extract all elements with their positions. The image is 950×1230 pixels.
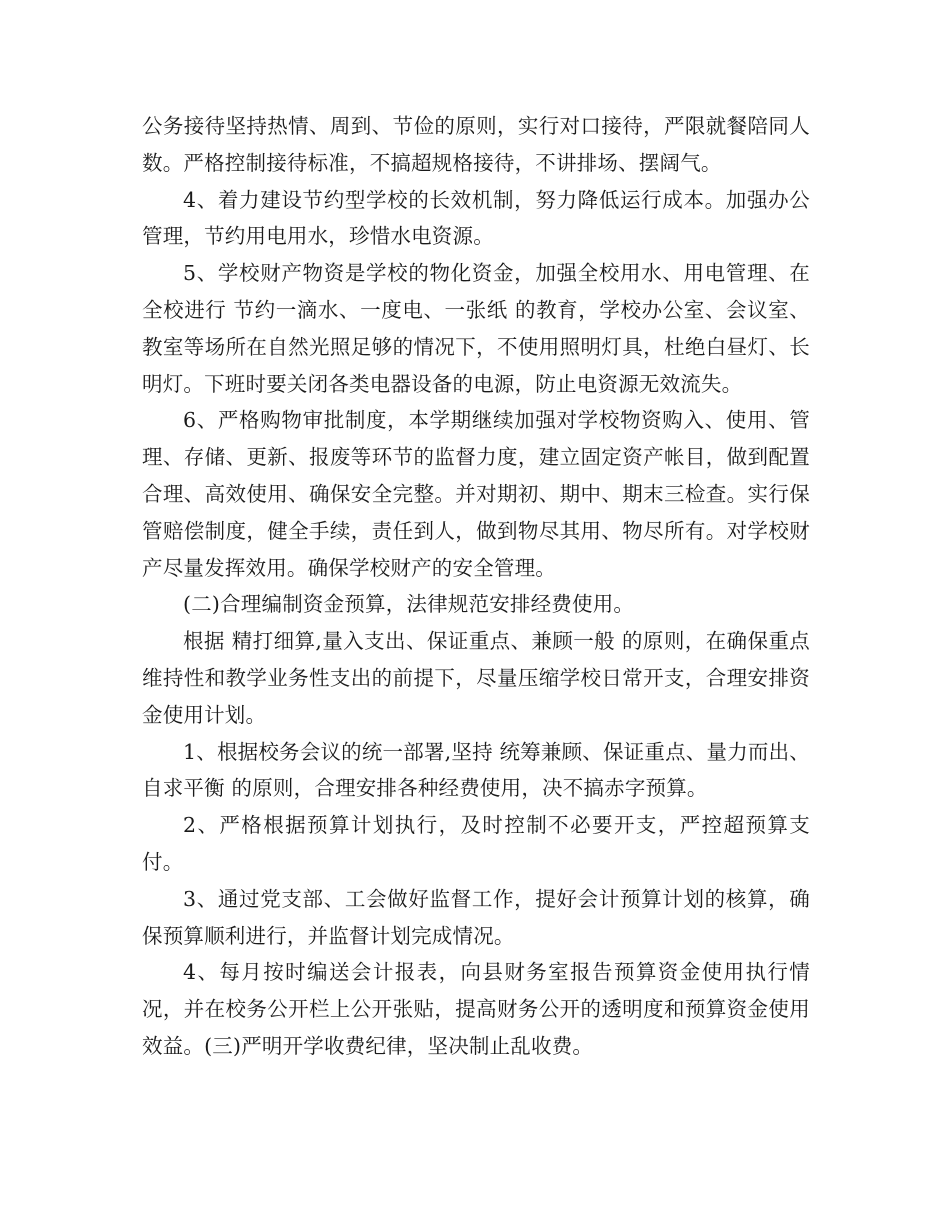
paragraph-item-4-conservation: 4、着力建设节约型学校的长效机制，努力降低运行成本。加强办公管理，节约用电用水，珍惜水电资源。 [142, 187, 810, 249]
document-body [142, 108, 810, 1065]
paragraph-item-5-assets: 5、学校财产物资是学校的物化资金，加强全校用水、用电管理、在全校进行 节约一滴水、一度电、一张纸 的教育，学校办公室、会议室、教室等场所在自然光照足够的情况下，不使用照明灯具，杜绝白昼灯、长明灯。下班时要关闭各类电器设备的电源，防止电资源无效流失。 [142, 261, 810, 396]
paragraph-budget-item-4: 4、每月按时编送会计报表，向县财务室报告预算资金使用执行情况，并在校务公开栏上公开张贴，提高财务公开的透明度和预算资金使用效益。(三)严明开学收费纪律，坚决制止乱收费。 [142, 960, 810, 1058]
paragraph-item-6-procurement: 6、严格购物审批制度，本学期继续加强对学校物资购入、使用、管理、存储、更新、报废等环节的监督力度，建立固定资产帐目，做到配置合理、高效使用、确保安全完整。并对期初、期中、期末三检查。实行保管赔偿制度，健全手续，责任到人，做到物尽其用、物尽所有。对学校财产尽量发挥效用。确保学校财产的安全管理。 [142, 408, 810, 580]
paragraph-budget-principle: 根据 精打细算,量入支出、保证重点、兼顾一般 的原则，在确保重点维持性和教学业务性支出的前提下，尽量压缩学校日常开支，合理安排资金使用计划。 [142, 629, 810, 727]
section-heading-budget: (二)合理编制资金预算，法律规范安排经费使用。 [183, 592, 635, 617]
paragraph-budget-item-1: 1、根据校务会议的统一部署,坚持 统筹兼顾、保证重点、量力而出、自求平衡 的原则，合理安排各种经费使用，决不搞赤字预算。 [142, 739, 810, 801]
paragraph-budget-item-3: 3、通过党支部、工会做好监督工作，提好会计预算计划的核算，确保预算顺利进行，并监督计划完成情况。 [142, 886, 810, 948]
paragraph-reception: 公务接待坚持热情、周到、节俭的原则，实行对口接待，严限就餐陪同人数。严格控制接待标准，不搞超规格接待，不讲排场、摆阔气。 [142, 114, 810, 175]
paragraph-budget-item-2: 2、严格根据预算计划执行，及时控制不必要开支，严控超预算支付。 [142, 813, 810, 874]
